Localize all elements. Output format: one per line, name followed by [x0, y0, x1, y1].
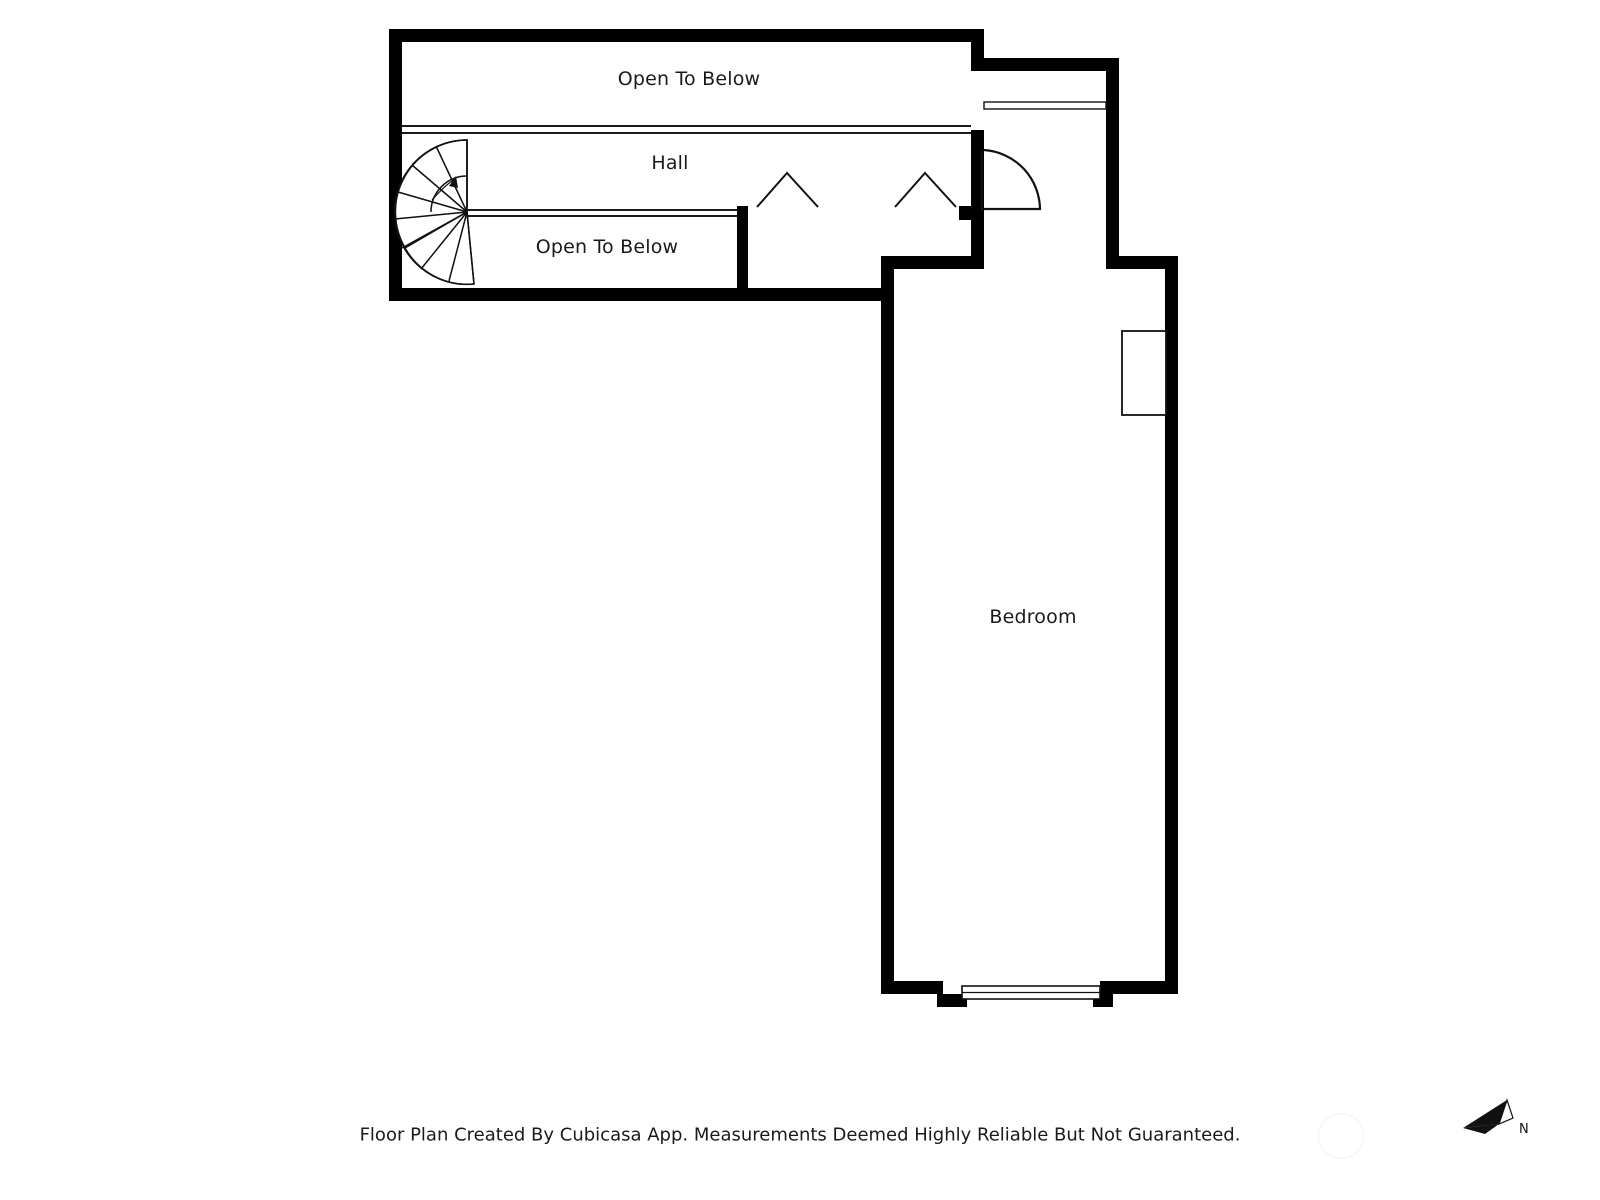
- room-label-open-to-below-upper: Open To Below: [617, 68, 761, 90]
- window-notch-north: [984, 102, 1106, 109]
- wall-stub-hall: [737, 206, 972, 288]
- compass-north-label: N: [1519, 1122, 1529, 1137]
- window-bedroom-south: [962, 986, 1100, 999]
- door-swing-entry: [982, 150, 1041, 211]
- footer-disclaimer: Floor Plan Created By Cubicasa App. Measurements Deemed Highly Reliable But Not Guaranteed.: [359, 1124, 1241, 1146]
- railing-lower: [468, 210, 737, 216]
- compass-icon: [1455, 1090, 1565, 1170]
- door-symbols-small-room: [757, 173, 956, 207]
- railing-upper: [402, 126, 971, 133]
- watermark-circle: [1318, 1113, 1364, 1159]
- spiral-staircase: [395, 140, 474, 284]
- room-label-hall: Hall: [651, 152, 689, 174]
- room-label-open-to-below-lower: Open To Below: [535, 236, 679, 258]
- room-label-bedroom: Bedroom: [989, 606, 1077, 628]
- builtin-closet-bedroom: [1122, 331, 1166, 415]
